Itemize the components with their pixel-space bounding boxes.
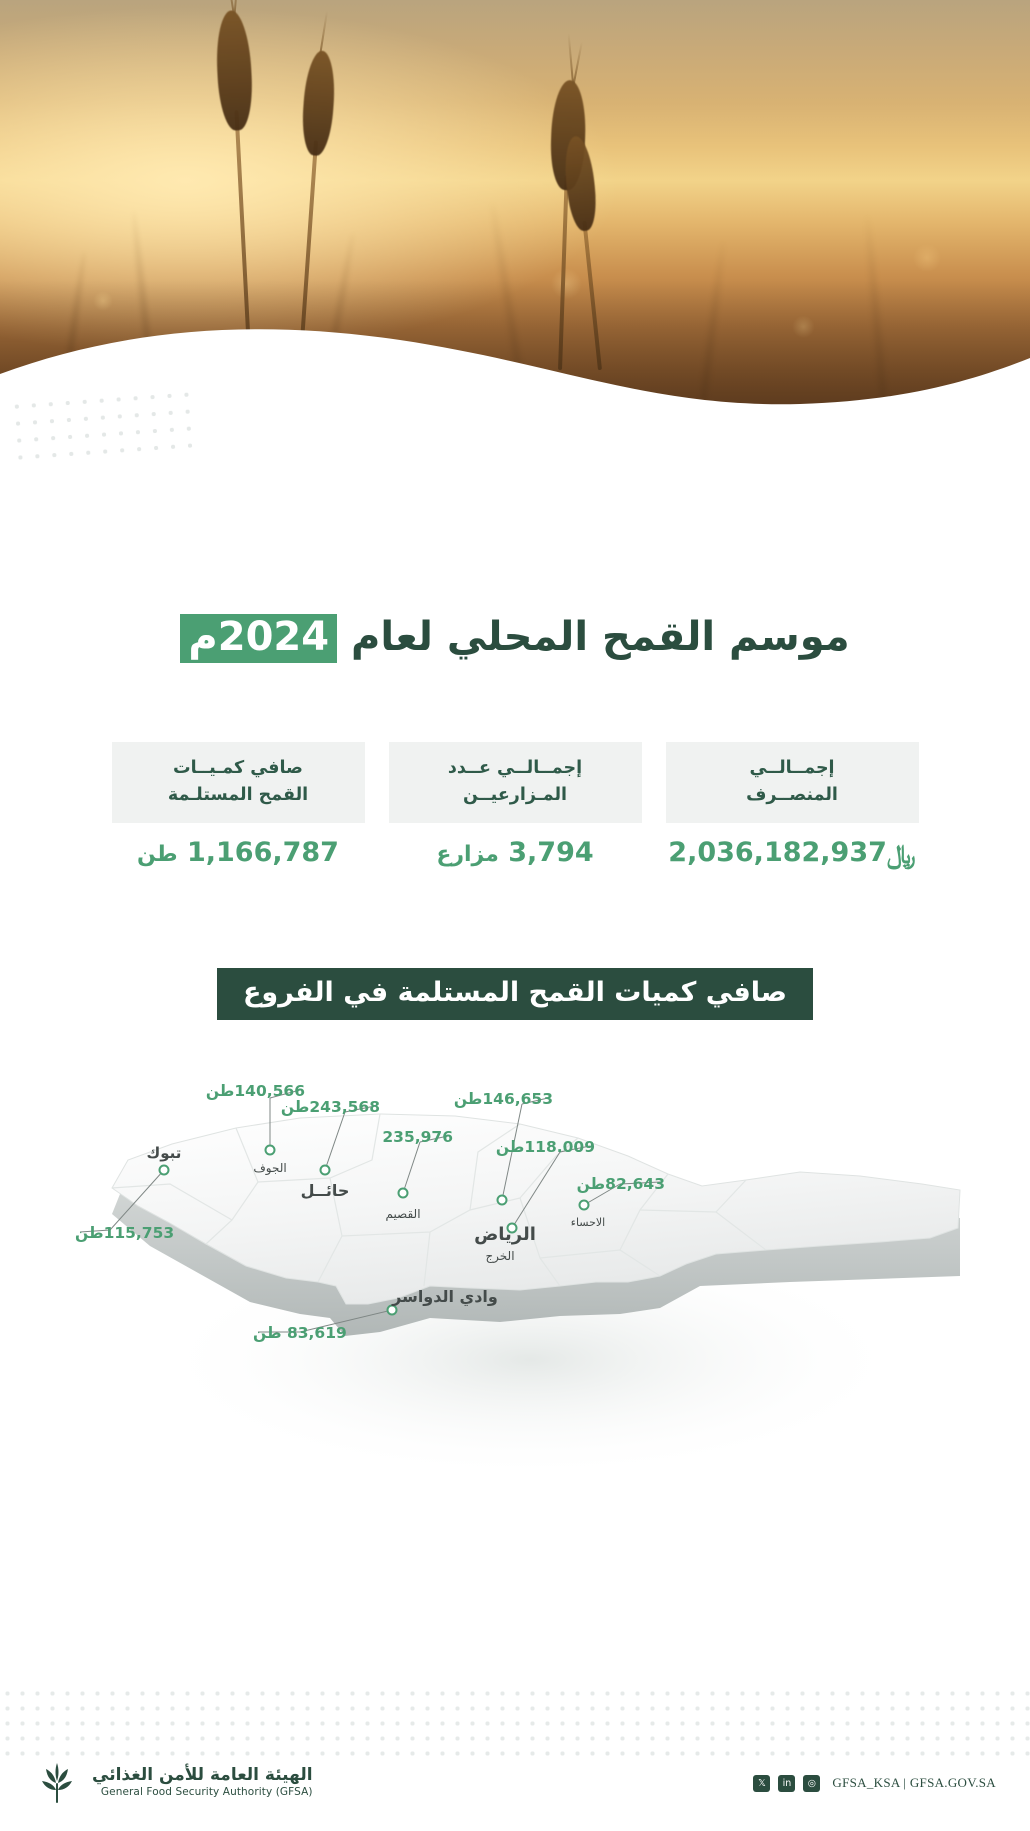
x-icon[interactable]: 𝕏 xyxy=(753,1775,770,1792)
social-handle-text: GFSA_KSA | GFSA.GOV.SA xyxy=(832,1775,996,1790)
map-value-qassim: 235,976 xyxy=(382,1128,453,1146)
gfsa-logo-icon xyxy=(34,1759,80,1807)
kpi-label xyxy=(389,742,642,823)
page-title xyxy=(0,614,1030,663)
map-value-tabuk: 115,753طن xyxy=(75,1224,175,1242)
page-title-year: 2024م xyxy=(180,614,337,663)
map-city-riyadh: الرياض xyxy=(474,1224,536,1245)
map-city-aljouf: الجوف xyxy=(253,1161,287,1175)
kpi-unit: مزارع xyxy=(436,842,499,867)
linkedin-icon[interactable]: in xyxy=(778,1775,795,1792)
kpi-total-disbursed xyxy=(666,742,919,869)
kpi-row xyxy=(0,742,1030,869)
social-links xyxy=(753,1775,996,1792)
map-value-wadi-dawasir: 83,619 طن xyxy=(253,1324,347,1342)
section-title-text: صافي كميات القمح المستلمة في الفروع xyxy=(217,968,813,1020)
kpi-label-line1: صافي كمـيــات xyxy=(173,757,303,778)
kpi-value xyxy=(389,837,642,868)
kpi-label-line1: إجمــالــي xyxy=(749,757,835,778)
map-value-aljouf: 140,566طن xyxy=(205,1082,305,1100)
decorative-dots-left xyxy=(8,385,202,468)
kpi-value xyxy=(112,837,365,868)
riyal-icon: ﷼ xyxy=(886,840,916,870)
kpi-label-line1: إجمــالــي عــدد xyxy=(447,757,583,778)
kpi-label xyxy=(112,742,365,823)
kpi-total-farmers xyxy=(389,742,642,869)
map-svg xyxy=(0,1060,1030,1530)
page-title-text: موسم القمح المحلي لعام xyxy=(351,614,850,660)
instagram-icon[interactable]: ◎ xyxy=(803,1775,820,1792)
map-city-wadi-dawasir: وادي الدواسر xyxy=(392,1287,498,1306)
map-value-kharj: 118.009طن xyxy=(495,1138,595,1156)
map-city-hail: حائــل xyxy=(300,1181,350,1200)
kpi-number: 1,166,787 xyxy=(186,837,339,868)
brand-name-ar: الهيئة العامة للأمن الغذائي xyxy=(92,1764,313,1785)
brand-logo xyxy=(34,1759,313,1807)
kpi-number: 3,794 xyxy=(508,837,594,868)
kpi-label xyxy=(666,742,919,823)
hero-image xyxy=(0,0,1030,430)
kpi-number: 2,036,182,937 xyxy=(668,837,887,868)
footer xyxy=(0,1686,1030,1831)
map-city-kharj: الخرج xyxy=(485,1249,515,1263)
kpi-label-line2: المـزارعيــن xyxy=(462,785,568,805)
section-title xyxy=(0,968,1030,1020)
saudi-map-chart xyxy=(0,1060,1030,1530)
brand-name-en: General Food Security Authority (GFSA) xyxy=(100,1786,313,1799)
kpi-label-line2: المنصــرف xyxy=(746,785,838,805)
map-city-ahsa: الاحساء xyxy=(570,1216,606,1229)
kpi-label-line2: القمح المستلـمة xyxy=(167,785,309,805)
map-value-riyadh: 146,653طن xyxy=(453,1090,553,1108)
kpi-unit: طن xyxy=(137,842,178,867)
map-city-qassim: القصيم xyxy=(385,1207,421,1221)
map-city-tabuk: تبوك xyxy=(146,1144,182,1162)
kpi-value xyxy=(666,837,919,869)
kpi-net-received-wheat xyxy=(112,742,365,869)
map-value-ahsa: 82,643طن xyxy=(576,1175,665,1193)
map-value-hail: 243,568طن xyxy=(280,1098,380,1116)
